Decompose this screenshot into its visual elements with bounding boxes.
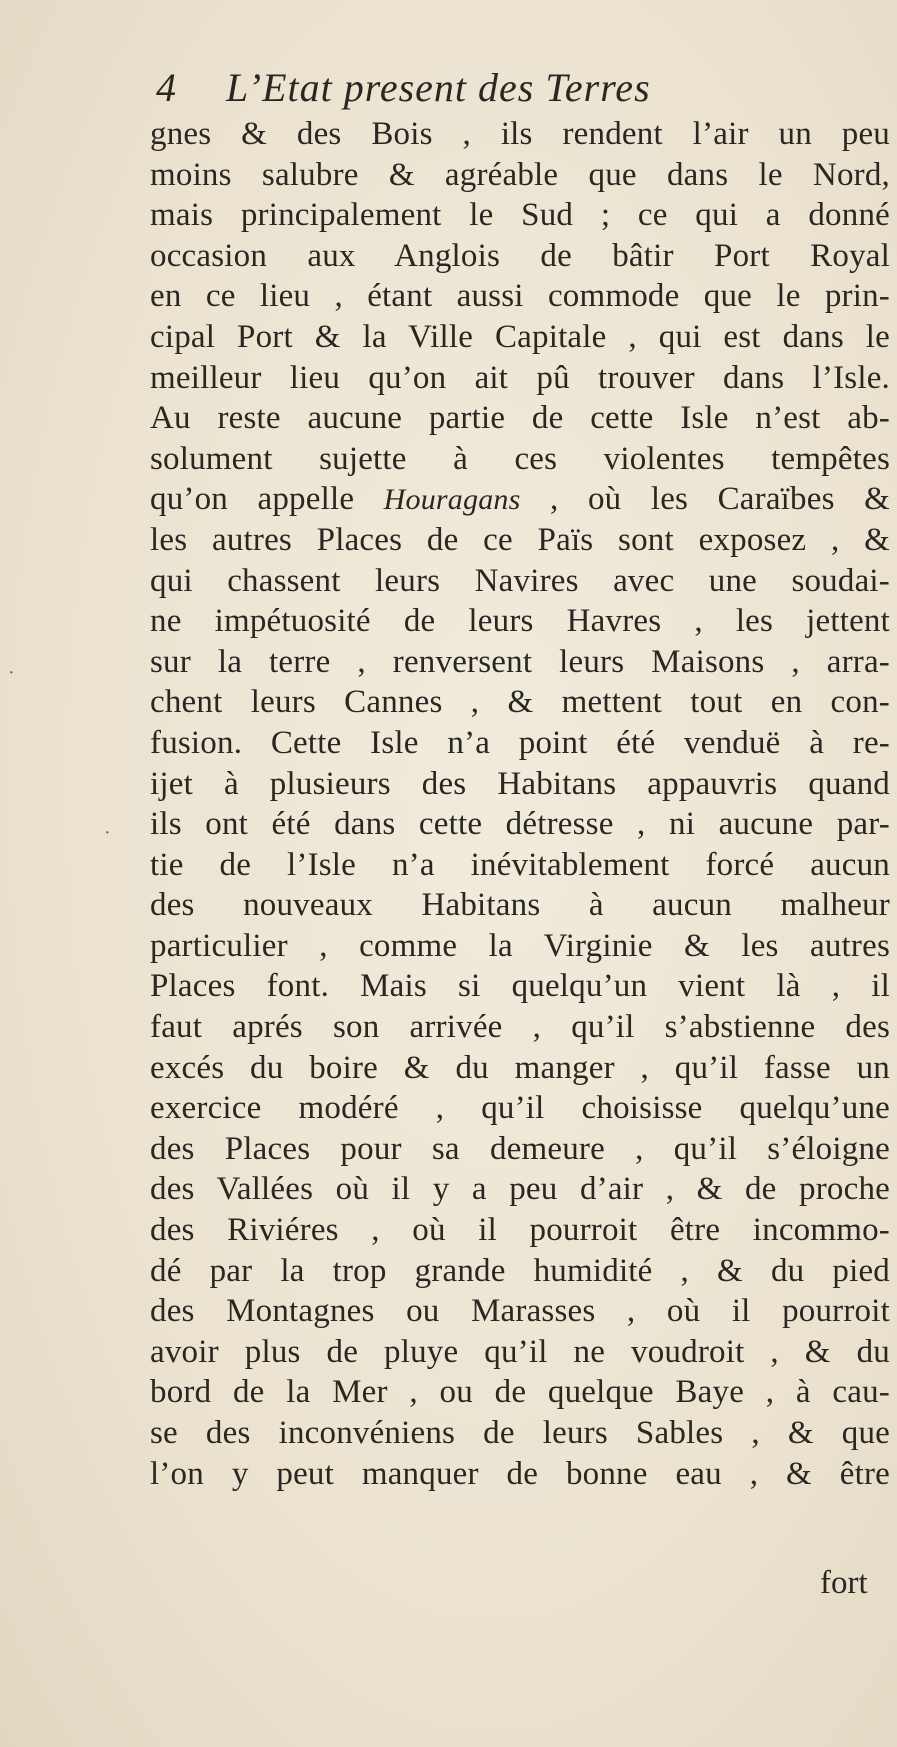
text-line: des Riviéres , où il pourroit être incommo- xyxy=(150,1212,890,1249)
text-line: ijet à plusieurs des Habitans appauvris quand xyxy=(150,765,890,802)
text-line: les autres Places de ce Païs sont exposez , & xyxy=(150,521,890,558)
margin-dot-mark: · xyxy=(8,662,15,684)
text-line: solument sujette à ces violentes tempêtes xyxy=(150,440,890,477)
text-line: Au reste aucune partie de cette Isle n’est ab- xyxy=(150,400,890,437)
text-line: mais principalement le Sud ; ce qui a donné xyxy=(150,197,890,234)
text-line: bord de la Mer , ou de quelque Baye , à cau- xyxy=(150,1374,890,1411)
line-text: qu’on appelle xyxy=(150,481,355,518)
text-line: des Places pour sa demeure , qu’il s’éloigne xyxy=(150,1130,890,1167)
catchword: fort xyxy=(820,1565,868,1601)
text-line: particulier , comme la Virginie & les autres xyxy=(150,927,890,964)
text-line: qui chassent leurs Navires avec une soudai- xyxy=(150,562,890,599)
text-line: exercice modéré , qu’il choisisse quelqu’une xyxy=(150,1090,890,1127)
text-line: des nouveaux Habitans à aucun malheur xyxy=(150,887,890,924)
text-line: Places font. Mais si quelqu’un vient là , il xyxy=(150,968,890,1005)
italic-term: Houragans xyxy=(383,483,521,517)
text-line: gnes & des Bois , ils rendent l’air un peu xyxy=(150,116,890,152)
text-line: se des inconvéniens de leurs Sables , & que xyxy=(150,1415,890,1451)
running-title: L’Etat present des Terres xyxy=(226,65,651,110)
text-line: tie de l’Isle n’a inévitablement forcé aucun xyxy=(150,846,890,883)
text-line: excés du boire & du manger , qu’il fasse un xyxy=(150,1049,890,1086)
text-line: des Montagnes ou Marasses , où il pourroit xyxy=(150,1293,890,1330)
page-number: 4 xyxy=(156,65,176,110)
text-line: moins salubre & agréable que dans le Nord, xyxy=(150,156,890,193)
text-line: cipal Port & la Ville Capitale , qui est dans le xyxy=(150,318,890,355)
text-line: dé par la trop grande humidité , & du pied xyxy=(150,1252,890,1289)
body-text xyxy=(150,114,890,1494)
text-line: avoir plus de pluye qu’il ne voudroit , & du xyxy=(150,1333,890,1370)
text-line-with-italic xyxy=(150,479,890,520)
margin-dot-mark: · xyxy=(104,822,111,844)
text-line: meilleur lieu qu’on ait pû trouver dans l’Isle. xyxy=(150,359,890,396)
text-line: l’on y peut manquer de bonne eau , & être xyxy=(150,1455,890,1492)
text-line: occasion aux Anglois de bâtir Port Royal xyxy=(150,237,890,274)
text-line: faut aprés son arrivée , qu’il s’abstienne des xyxy=(150,1009,890,1046)
text-line: fusion. Cette Isle n’a point été venduë à re- xyxy=(150,724,890,761)
text-line: sur la terre , renversent leurs Maisons , arra- xyxy=(150,643,890,680)
text-line: ne impétuosité de leurs Havres , les jettent xyxy=(150,603,890,640)
text-line: des Vallées où il y a peu d’air , & de proche xyxy=(150,1171,890,1208)
line-text: , où les Caraïbes & xyxy=(550,481,891,518)
text-line: ils ont été dans cette détresse , ni aucune par- xyxy=(150,806,890,843)
text-line: chent leurs Cannes , & mettent tout en con- xyxy=(150,684,890,721)
page-header xyxy=(156,64,756,114)
text-line: en ce lieu , étant aussi commode que le prin- xyxy=(150,278,890,315)
